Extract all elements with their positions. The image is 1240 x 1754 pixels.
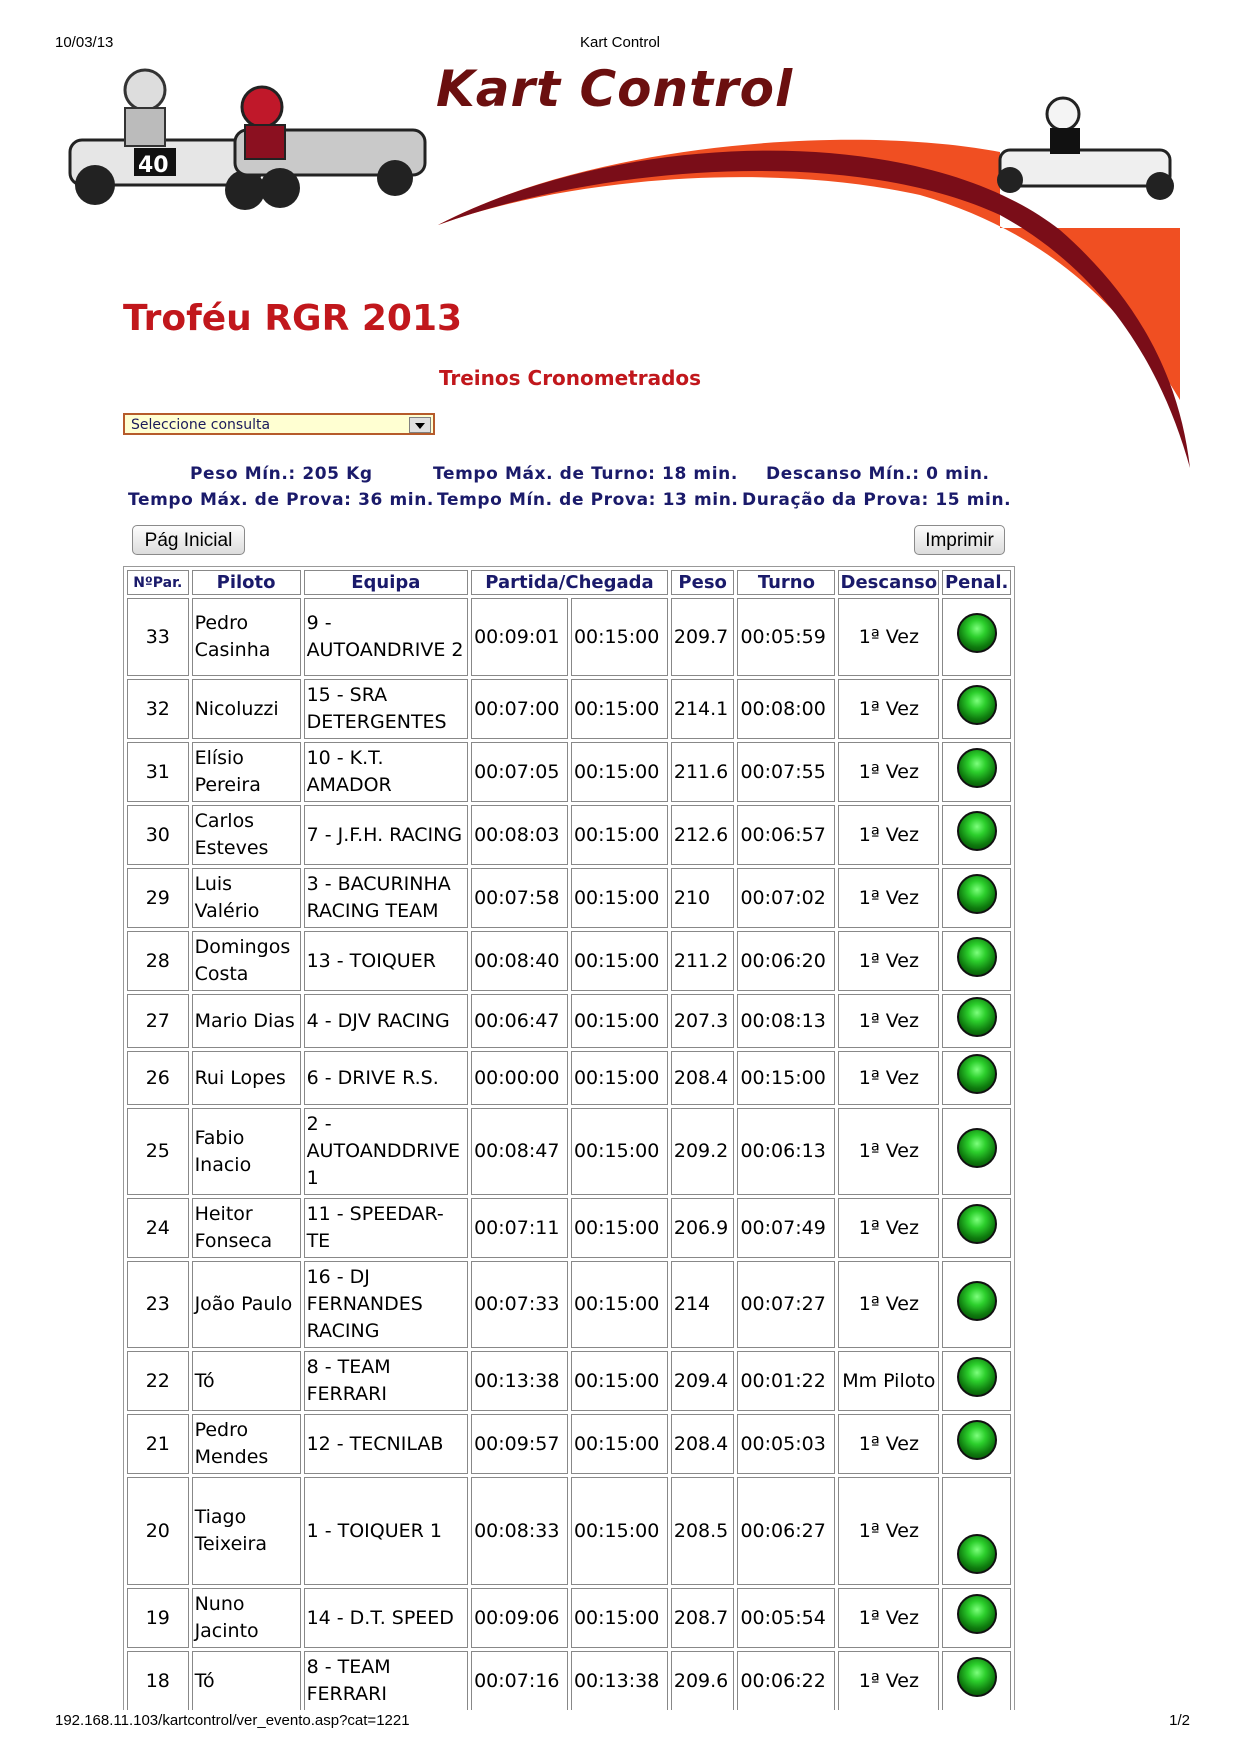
cell-chegada: 00:15:00 — [571, 598, 668, 676]
cell-descanso: 1ª Vez — [838, 1414, 939, 1474]
table-row — [127, 994, 1011, 1048]
cell-partida: 00:09:06 — [471, 1588, 568, 1648]
cell-turno: 00:05:54 — [737, 1588, 835, 1648]
cell-descanso: 1ª Vez — [838, 1651, 939, 1710]
table-row — [127, 868, 1011, 928]
cell-equipa: 16 - DJ FERNANDES RACING — [304, 1261, 469, 1348]
cell-chegada: 00:15:00 — [571, 1108, 668, 1195]
cell-num: 20 — [127, 1477, 189, 1585]
cell-descanso: 1ª Vez — [838, 742, 939, 802]
cell-piloto: Heitor Fonseca — [192, 1198, 301, 1258]
status-led-icon — [957, 1534, 997, 1574]
print-title: Kart Control — [579, 34, 661, 51]
cell-descanso: 1ª Vez — [838, 1198, 939, 1258]
cell-turno: 00:07:27 — [737, 1261, 835, 1348]
cell-num: 30 — [127, 805, 189, 865]
cell-descanso: 1ª Vez — [838, 805, 939, 865]
cell-descanso: 1ª Vez — [838, 868, 939, 928]
cell-penal — [942, 1588, 1011, 1648]
cell-turno: 00:05:03 — [737, 1414, 835, 1474]
cell-penal — [942, 1351, 1011, 1411]
cell-penal — [942, 1261, 1011, 1348]
karts-left-illustration — [70, 70, 425, 210]
table-row — [127, 805, 1011, 865]
cell-piloto: Pedro Casinha — [192, 598, 301, 676]
table-row — [127, 679, 1011, 739]
table-row — [127, 1198, 1011, 1258]
col-header-peso: Peso — [671, 570, 735, 595]
cell-peso: 208.4 — [671, 1414, 735, 1474]
cell-peso: 211.2 — [671, 931, 735, 991]
cell-equipa: 12 - TECNILAB — [304, 1414, 469, 1474]
cell-peso: 208.7 — [671, 1588, 735, 1648]
cell-chegada: 00:13:38 — [571, 1651, 668, 1710]
event-title: Troféu RGR 2013 — [123, 298, 463, 339]
cell-turno: 00:07:55 — [737, 742, 835, 802]
cell-equipa: 7 - J.F.H. RACING — [304, 805, 469, 865]
cell-equipa: 2 - AUTOANDDRIVE 1 — [304, 1108, 469, 1195]
cell-num: 33 — [127, 598, 189, 676]
cell-penal — [942, 742, 1011, 802]
status-led-icon — [957, 997, 997, 1037]
cell-chegada: 00:15:00 — [571, 931, 668, 991]
cell-peso: 210 — [671, 868, 735, 928]
cell-penal — [942, 1051, 1011, 1105]
status-led-icon — [957, 685, 997, 725]
cell-partida: 00:07:05 — [471, 742, 568, 802]
cell-descanso: 1ª Vez — [838, 598, 939, 676]
results-table-container — [123, 566, 1015, 1710]
cell-descanso: 1ª Vez — [838, 931, 939, 991]
cell-equipa: 3 - BACURINHA RACING TEAM — [304, 868, 469, 928]
cell-partida: 00:08:33 — [471, 1477, 568, 1585]
status-led-icon — [957, 748, 997, 788]
cell-num: 29 — [127, 868, 189, 928]
cell-partida: 00:08:40 — [471, 931, 568, 991]
table-row — [127, 1414, 1011, 1474]
table-row — [127, 1108, 1011, 1195]
cell-partida: 00:09:57 — [471, 1414, 568, 1474]
cell-num: 22 — [127, 1351, 189, 1411]
cell-equipa: 6 - DRIVE R.S. — [304, 1051, 469, 1105]
cell-descanso: 1ª Vez — [838, 1108, 939, 1195]
cell-penal — [942, 994, 1011, 1048]
col-header-descanso: Descanso — [838, 570, 939, 595]
cell-peso: 208.4 — [671, 1051, 735, 1105]
cell-num: 31 — [127, 742, 189, 802]
cell-num: 27 — [127, 994, 189, 1048]
cell-piloto: Pedro Mendes — [192, 1414, 301, 1474]
cell-penal — [942, 1651, 1011, 1710]
info-tempo-min-prova: Tempo Mín. de Prova: 13 min. — [437, 490, 739, 510]
print-button[interactable]: Imprimir — [914, 525, 1005, 555]
cell-piloto: Tó — [192, 1351, 301, 1411]
info-descanso-min: Descanso Mín.: 0 min. — [766, 464, 990, 484]
cell-equipa: 9 - AUTOANDRIVE 2 — [304, 598, 469, 676]
status-led-icon — [957, 1657, 997, 1697]
results-table — [123, 566, 1015, 1710]
cell-penal — [942, 679, 1011, 739]
cell-descanso: 1ª Vez — [838, 994, 939, 1048]
cell-partida: 00:08:03 — [471, 805, 568, 865]
cell-turno: 00:06:20 — [737, 931, 835, 991]
table-row — [127, 742, 1011, 802]
chevron-down-icon[interactable] — [409, 417, 431, 433]
status-led-icon — [957, 1128, 997, 1168]
col-header-turno: Turno — [737, 570, 835, 595]
cell-chegada: 00:15:00 — [571, 1414, 668, 1474]
cell-peso: 206.9 — [671, 1198, 735, 1258]
cell-num: 18 — [127, 1651, 189, 1710]
cell-peso: 207.3 — [671, 994, 735, 1048]
cell-penal — [942, 931, 1011, 991]
cell-num: 28 — [127, 931, 189, 991]
cell-descanso: 1ª Vez — [838, 1588, 939, 1648]
cell-num: 32 — [127, 679, 189, 739]
cell-num: 21 — [127, 1414, 189, 1474]
col-header-penal: Penal. — [942, 570, 1011, 595]
print-date: 10/03/13 — [55, 34, 114, 51]
cell-partida: 00:07:00 — [471, 679, 568, 739]
cell-penal — [942, 1414, 1011, 1474]
cell-chegada: 00:15:00 — [571, 1051, 668, 1105]
cell-turno: 00:08:13 — [737, 994, 835, 1048]
col-header-partida-chegada: Partida/Chegada — [471, 570, 668, 595]
cell-peso: 214.1 — [671, 679, 735, 739]
home-button[interactable]: Pág Inicial — [132, 525, 245, 555]
cell-penal — [942, 868, 1011, 928]
cell-peso: 209.6 — [671, 1651, 735, 1710]
cell-equipa: 8 - TEAM FERRARI — [304, 1651, 469, 1710]
cell-equipa: 10 - K.T. AMADOR — [304, 742, 469, 802]
cell-partida: 00:09:01 — [471, 598, 568, 676]
cell-partida: 00:07:11 — [471, 1198, 568, 1258]
cell-equipa: 11 - SPEEDAR-TE — [304, 1198, 469, 1258]
cell-num: 25 — [127, 1108, 189, 1195]
status-led-icon — [957, 874, 997, 914]
status-led-icon — [957, 1281, 997, 1321]
cell-turno: 00:06:27 — [737, 1477, 835, 1585]
cell-peso: 209.4 — [671, 1351, 735, 1411]
cell-chegada: 00:15:00 — [571, 1261, 668, 1348]
cell-chegada: 00:15:00 — [571, 1477, 668, 1585]
svg-text:40: 40 — [138, 153, 169, 178]
cell-turno: 00:07:49 — [737, 1198, 835, 1258]
cell-piloto: Tó — [192, 1651, 301, 1710]
cell-chegada: 00:15:00 — [571, 679, 668, 739]
table-row — [127, 1588, 1011, 1648]
query-select[interactable] — [123, 413, 435, 435]
cell-piloto: Domingos Costa — [192, 931, 301, 991]
info-duracao-prova: Duração da Prova: 15 min. — [742, 490, 1012, 510]
query-select-value: Seleccione consulta — [131, 417, 271, 433]
cell-peso: 212.6 — [671, 805, 735, 865]
cell-chegada: 00:15:00 — [571, 1588, 668, 1648]
table-row — [127, 1261, 1011, 1348]
cell-partida: 00:13:38 — [471, 1351, 568, 1411]
cell-equipa: 4 - DJV RACING — [304, 994, 469, 1048]
status-led-icon — [957, 613, 997, 653]
cell-piloto: Carlos Esteves — [192, 805, 301, 865]
cell-turno: 00:06:22 — [737, 1651, 835, 1710]
cell-descanso: Mm Piloto — [838, 1351, 939, 1411]
print-page-number: 1/2 — [1169, 1712, 1190, 1729]
table-row — [127, 1477, 1011, 1585]
info-tempo-max-turno: Tempo Máx. de Turno: 18 min. — [433, 464, 738, 484]
cell-turno: 00:15:00 — [737, 1051, 835, 1105]
info-tempo-max-prova: Tempo Máx. de Prova: 36 min. — [128, 490, 434, 510]
cell-chegada: 00:15:00 — [571, 994, 668, 1048]
cell-partida: 00:06:47 — [471, 994, 568, 1048]
col-header-equipa: Equipa — [304, 570, 469, 595]
cell-equipa: 14 - D.T. SPEED — [304, 1588, 469, 1648]
cell-peso: 211.6 — [671, 742, 735, 802]
cell-partida: 00:08:47 — [471, 1108, 568, 1195]
cell-chegada: 00:15:00 — [571, 1198, 668, 1258]
cell-num: 23 — [127, 1261, 189, 1348]
cell-chegada: 00:15:00 — [571, 1351, 668, 1411]
print-url: 192.168.11.103/kartcontrol/ver_evento.asp?cat=1221 — [55, 1712, 410, 1729]
cell-turno: 00:06:57 — [737, 805, 835, 865]
status-led-icon — [957, 811, 997, 851]
kart-right-illustration — [997, 98, 1174, 200]
cell-partida: 00:07:58 — [471, 868, 568, 928]
cell-descanso: 1ª Vez — [838, 1477, 939, 1585]
cell-chegada: 00:15:00 — [571, 868, 668, 928]
cell-piloto: Rui Lopes — [192, 1051, 301, 1105]
status-led-icon — [957, 1357, 997, 1397]
status-led-icon — [957, 1204, 997, 1244]
table-header-row — [127, 570, 1011, 595]
info-peso-min: Peso Mín.: 205 Kg — [190, 464, 373, 484]
cell-piloto: João Paulo — [192, 1261, 301, 1348]
cell-piloto: Nuno Jacinto — [192, 1588, 301, 1648]
cell-turno: 00:05:59 — [737, 598, 835, 676]
cell-piloto: Luis Valério — [192, 868, 301, 928]
cell-peso: 208.5 — [671, 1477, 735, 1585]
table-row — [127, 1051, 1011, 1105]
cell-descanso: 1ª Vez — [838, 679, 939, 739]
table-row — [127, 598, 1011, 676]
site-title: Kart Control — [436, 60, 794, 118]
status-led-icon — [957, 1054, 997, 1094]
swoosh-dark — [438, 151, 1190, 468]
cell-num: 24 — [127, 1198, 189, 1258]
status-led-icon — [957, 1420, 997, 1460]
cell-turno: 00:01:22 — [737, 1351, 835, 1411]
cell-equipa: 13 - TOIQUER — [304, 931, 469, 991]
cell-partida: 00:07:33 — [471, 1261, 568, 1348]
session-title: Treinos Cronometrados — [438, 366, 702, 390]
cell-equipa: 1 - TOIQUER 1 — [304, 1477, 469, 1585]
table-row — [127, 1351, 1011, 1411]
cell-penal — [942, 598, 1011, 676]
col-header-num: NºPar. — [127, 570, 189, 595]
cell-penal — [942, 1477, 1011, 1585]
cell-equipa: 15 - SRA DETERGENTES — [304, 679, 469, 739]
cell-turno: 00:08:00 — [737, 679, 835, 739]
cell-peso: 209.7 — [671, 598, 735, 676]
cell-penal — [942, 1108, 1011, 1195]
cell-peso: 214 — [671, 1261, 735, 1348]
cell-partida: 00:00:00 — [471, 1051, 568, 1105]
cell-equipa: 8 - TEAM FERRARI — [304, 1351, 469, 1411]
cell-descanso: 1ª Vez — [838, 1261, 939, 1348]
cell-turno: 00:06:13 — [737, 1108, 835, 1195]
cell-piloto: Mario Dias — [192, 994, 301, 1048]
status-led-icon — [957, 937, 997, 977]
table-row — [127, 931, 1011, 991]
col-header-piloto: Piloto — [192, 570, 301, 595]
cell-chegada: 00:15:00 — [571, 742, 668, 802]
cell-piloto: Fabio Inacio — [192, 1108, 301, 1195]
cell-partida: 00:07:16 — [471, 1651, 568, 1710]
cell-peso: 209.2 — [671, 1108, 735, 1195]
cell-turno: 00:07:02 — [737, 868, 835, 928]
cell-chegada: 00:15:00 — [571, 805, 668, 865]
status-led-icon — [957, 1594, 997, 1634]
cell-num: 26 — [127, 1051, 189, 1105]
cell-piloto: Elísio Pereira — [192, 742, 301, 802]
cell-piloto: Nicoluzzi — [192, 679, 301, 739]
cell-penal — [942, 1198, 1011, 1258]
cell-descanso: 1ª Vez — [838, 1051, 939, 1105]
cell-num: 19 — [127, 1588, 189, 1648]
table-row — [127, 1651, 1011, 1710]
cell-penal — [942, 805, 1011, 865]
cell-piloto: Tiago Teixeira — [192, 1477, 301, 1585]
